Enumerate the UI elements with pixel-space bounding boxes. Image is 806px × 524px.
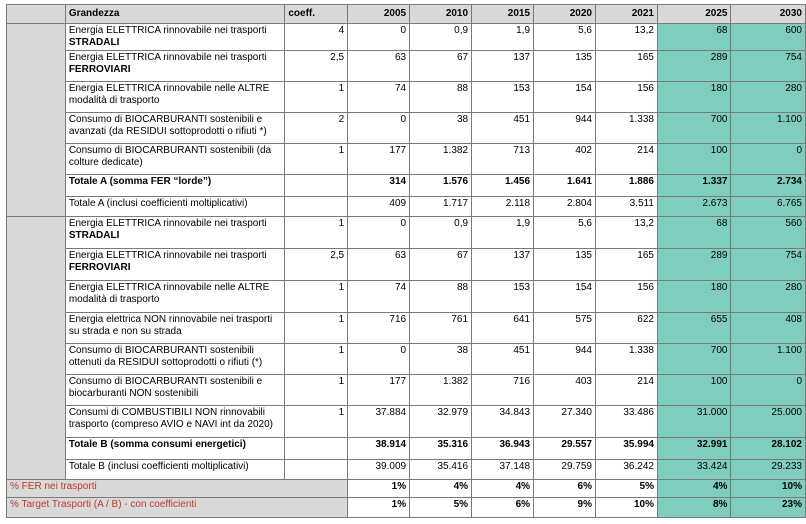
value-cell: 0 [348, 344, 410, 375]
value-cell: 403 [534, 375, 596, 406]
value-cell: 1.576 [410, 175, 472, 197]
value-cell: 36.242 [596, 460, 658, 480]
value-cell: 33.424 [657, 460, 730, 480]
total-label: Totale A (somma FER “lorde”) [65, 175, 285, 197]
value-cell: 35.416 [410, 460, 472, 480]
description-cell [65, 24, 285, 51]
energy-table [6, 4, 806, 518]
value-cell: 0,9 [410, 217, 472, 249]
value-cell: 74 [348, 281, 410, 313]
coeff-cell: 1 [285, 375, 348, 406]
description-text: Consumi di COMBUSTIBILI NON rinnovabili trasporto (compreso AVIO e NAVI int da 2020) [68, 407, 273, 430]
percent-label: % Target Trasporti (A / B) - con coefficienti [7, 498, 348, 518]
value-cell: 23% [731, 498, 806, 518]
value-cell: 716 [472, 375, 534, 406]
value-cell: 29.233 [731, 460, 806, 480]
value-cell: 409 [348, 197, 410, 217]
value-cell: 754 [731, 249, 806, 281]
header-2010: 2010 [410, 5, 472, 24]
coeff-cell: 1 [285, 313, 348, 344]
value-cell: 1.456 [472, 175, 534, 197]
total-row [7, 438, 806, 460]
description-cell [65, 144, 285, 175]
value-cell: 31.000 [657, 406, 730, 438]
coeff-cell: 1 [285, 281, 348, 313]
value-cell: 180 [657, 82, 730, 113]
coeff-cell [285, 197, 348, 217]
description-highlight: STRADALI [68, 230, 120, 241]
header-corner [7, 5, 66, 24]
value-cell: 0 [348, 113, 410, 144]
description-cell [65, 406, 285, 438]
value-cell: 154 [534, 281, 596, 313]
description-highlight: FERROVIARI [68, 262, 131, 273]
value-cell: 38 [410, 344, 472, 375]
value-cell: 754 [731, 51, 806, 82]
value-cell: 29.557 [534, 438, 596, 460]
value-cell: 713 [472, 144, 534, 175]
value-cell: 944 [534, 113, 596, 144]
value-cell: 408 [731, 313, 806, 344]
description-cell [65, 113, 285, 144]
value-cell: 314 [348, 175, 410, 197]
value-cell: 88 [410, 281, 472, 313]
table-row [7, 344, 806, 375]
value-cell: 10% [731, 480, 806, 498]
value-cell: 560 [731, 217, 806, 249]
value-cell: 716 [348, 313, 410, 344]
value-cell: 100 [657, 144, 730, 175]
value-cell: 1.641 [534, 175, 596, 197]
value-cell: 1.338 [596, 113, 658, 144]
value-cell: 4% [472, 480, 534, 498]
value-cell: 74 [348, 82, 410, 113]
value-cell: 700 [657, 113, 730, 144]
value-cell: 451 [472, 344, 534, 375]
total-row [7, 460, 806, 480]
header-2005: 2005 [348, 5, 410, 24]
header-grandezza: Grandezza [65, 5, 285, 24]
value-cell: 67 [410, 249, 472, 281]
value-cell: 2.118 [472, 197, 534, 217]
header-row [7, 5, 806, 24]
value-cell: 68 [657, 217, 730, 249]
description-text: Energia ELETTRICA rinnovabile nelle ALTRE modalità di trasporto [68, 282, 270, 305]
description-cell [65, 344, 285, 375]
value-cell: 280 [731, 82, 806, 113]
value-cell: 0 [348, 24, 410, 51]
value-cell: 8% [657, 498, 730, 518]
value-cell: 32.979 [410, 406, 472, 438]
value-cell: 2.734 [731, 175, 806, 197]
coeff-cell [285, 460, 348, 480]
table-row [7, 249, 806, 281]
description-text: Energia ELETTRICA rinnovabile nei trasporti [68, 52, 267, 63]
value-cell: 1,9 [472, 217, 534, 249]
value-cell: 700 [657, 344, 730, 375]
description-cell [65, 375, 285, 406]
value-cell: 451 [472, 113, 534, 144]
value-cell: 38 [410, 113, 472, 144]
value-cell: 214 [596, 375, 658, 406]
description-text: Consumo di BIOCARBURANTI sostenibili e biocarburanti NON sostenibili [68, 376, 263, 399]
total-label: Totale A (inclusi coefficienti moltiplicativi) [65, 197, 285, 217]
value-cell: 1.100 [731, 344, 806, 375]
description-highlight: FERROVIARI [68, 64, 131, 75]
value-cell: 5,6 [534, 217, 596, 249]
value-cell: 1.886 [596, 175, 658, 197]
table-row [7, 375, 806, 406]
value-cell: 214 [596, 144, 658, 175]
total-label: Totale B (inclusi coefficienti moltiplicativi) [65, 460, 285, 480]
table-row [7, 24, 806, 51]
description-cell [65, 249, 285, 281]
percent-row [7, 480, 806, 498]
value-cell: 165 [596, 249, 658, 281]
table-row [7, 113, 806, 144]
value-cell: 177 [348, 144, 410, 175]
coeff-cell: 2,5 [285, 51, 348, 82]
value-cell: 1% [348, 498, 410, 518]
value-cell: 2.673 [657, 197, 730, 217]
description-cell [65, 82, 285, 113]
description-cell [65, 281, 285, 313]
value-cell: 88 [410, 82, 472, 113]
description-text: Energia ELETTRICA rinnovabile nei trasporti [68, 25, 267, 36]
value-cell: 402 [534, 144, 596, 175]
value-cell: 135 [534, 249, 596, 281]
header-2030: 2030 [731, 5, 806, 24]
value-cell: 9% [534, 498, 596, 518]
value-cell: 13,2 [596, 217, 658, 249]
description-text: Consumo di BIOCARBURANTI sostenibili e avanzati (da RESIDUI sottoprodotti o rifiuti *) [68, 114, 267, 137]
table-row [7, 313, 806, 344]
total-label: Totale B (somma consumi energetici) [65, 438, 285, 460]
section-label [7, 217, 66, 480]
value-cell: 1% [348, 480, 410, 498]
value-cell: 761 [410, 313, 472, 344]
description-cell [65, 313, 285, 344]
value-cell: 1.717 [410, 197, 472, 217]
header-coeff: coeff. [285, 5, 348, 24]
coeff-cell: 4 [285, 24, 348, 51]
value-cell: 154 [534, 82, 596, 113]
value-cell: 289 [657, 51, 730, 82]
value-cell: 0 [731, 144, 806, 175]
description-text: Consumo di BIOCARBURANTI sostenibili (da colture dedicate) [68, 145, 272, 168]
value-cell: 68 [657, 24, 730, 51]
value-cell: 280 [731, 281, 806, 313]
value-cell: 63 [348, 51, 410, 82]
table-row [7, 281, 806, 313]
value-cell: 36.943 [472, 438, 534, 460]
value-cell: 137 [472, 249, 534, 281]
table-row [7, 51, 806, 82]
value-cell: 655 [657, 313, 730, 344]
value-cell: 600 [731, 24, 806, 51]
value-cell: 63 [348, 249, 410, 281]
description-text: Energia ELETTRICA rinnovabile nelle ALTRE modalità di trasporto [68, 83, 270, 106]
value-cell: 10% [596, 498, 658, 518]
coeff-cell: 1 [285, 82, 348, 113]
value-cell: 39.009 [348, 460, 410, 480]
coeff-cell: 1 [285, 144, 348, 175]
value-cell: 135 [534, 51, 596, 82]
description-text: Consumo di BIOCARBURANTI sostenibili ottenuti da RESIDUI sottoprodotti o rifiuti (*) [68, 345, 263, 368]
value-cell: 27.340 [534, 406, 596, 438]
value-cell: 0,9 [410, 24, 472, 51]
header-2020: 2020 [534, 5, 596, 24]
value-cell: 153 [472, 281, 534, 313]
value-cell: 33.486 [596, 406, 658, 438]
value-cell: 165 [596, 51, 658, 82]
header-2025: 2025 [657, 5, 730, 24]
value-cell: 1,9 [472, 24, 534, 51]
value-cell: 32.991 [657, 438, 730, 460]
description-text: Energia elettrica NON rinnovabile nei trasporti su strada e non su strada [68, 314, 273, 337]
table-row [7, 82, 806, 113]
description-text: Energia ELETTRICA rinnovabile nei trasporti [68, 250, 267, 261]
value-cell: 1.382 [410, 375, 472, 406]
coeff-cell: 1 [285, 344, 348, 375]
value-cell: 1.100 [731, 113, 806, 144]
coeff-cell: 2,5 [285, 249, 348, 281]
value-cell: 1.382 [410, 144, 472, 175]
value-cell: 37.884 [348, 406, 410, 438]
value-cell: 944 [534, 344, 596, 375]
value-cell: 0 [731, 375, 806, 406]
value-cell: 622 [596, 313, 658, 344]
value-cell: 4% [657, 480, 730, 498]
value-cell: 13,2 [596, 24, 658, 51]
value-cell: 5,6 [534, 24, 596, 51]
value-cell: 35.316 [410, 438, 472, 460]
value-cell: 6% [534, 480, 596, 498]
value-cell: 575 [534, 313, 596, 344]
header-2021: 2021 [596, 5, 658, 24]
table-row [7, 217, 806, 249]
coeff-cell: 1 [285, 406, 348, 438]
coeff-cell [285, 175, 348, 197]
value-cell: 156 [596, 281, 658, 313]
description-text: Energia ELETTRICA rinnovabile nei trasporti [68, 218, 267, 229]
total-row [7, 175, 806, 197]
value-cell: 28.102 [731, 438, 806, 460]
value-cell: 35.994 [596, 438, 658, 460]
percent-label: % FER nei trasporti [7, 480, 348, 498]
value-cell: 6.765 [731, 197, 806, 217]
value-cell: 137 [472, 51, 534, 82]
section-label [7, 24, 66, 217]
header-2015: 2015 [472, 5, 534, 24]
table-row [7, 406, 806, 438]
value-cell: 177 [348, 375, 410, 406]
value-cell: 0 [348, 217, 410, 249]
value-cell: 6% [472, 498, 534, 518]
value-cell: 1.337 [657, 175, 730, 197]
coeff-cell: 2 [285, 113, 348, 144]
value-cell: 4% [410, 480, 472, 498]
value-cell: 2.804 [534, 197, 596, 217]
percent-row [7, 498, 806, 518]
coeff-cell: 1 [285, 217, 348, 249]
value-cell: 289 [657, 249, 730, 281]
value-cell: 34.843 [472, 406, 534, 438]
table-row [7, 144, 806, 175]
value-cell: 5% [410, 498, 472, 518]
value-cell: 5% [596, 480, 658, 498]
value-cell: 29.759 [534, 460, 596, 480]
coeff-cell [285, 438, 348, 460]
value-cell: 156 [596, 82, 658, 113]
value-cell: 3.511 [596, 197, 658, 217]
description-highlight: STRADALI [68, 37, 120, 48]
value-cell: 100 [657, 375, 730, 406]
value-cell: 180 [657, 281, 730, 313]
value-cell: 67 [410, 51, 472, 82]
description-cell [65, 51, 285, 82]
total-row [7, 197, 806, 217]
value-cell: 38.914 [348, 438, 410, 460]
value-cell: 153 [472, 82, 534, 113]
value-cell: 641 [472, 313, 534, 344]
value-cell: 37.148 [472, 460, 534, 480]
value-cell: 25.000 [731, 406, 806, 438]
value-cell: 1.338 [596, 344, 658, 375]
description-cell [65, 217, 285, 249]
